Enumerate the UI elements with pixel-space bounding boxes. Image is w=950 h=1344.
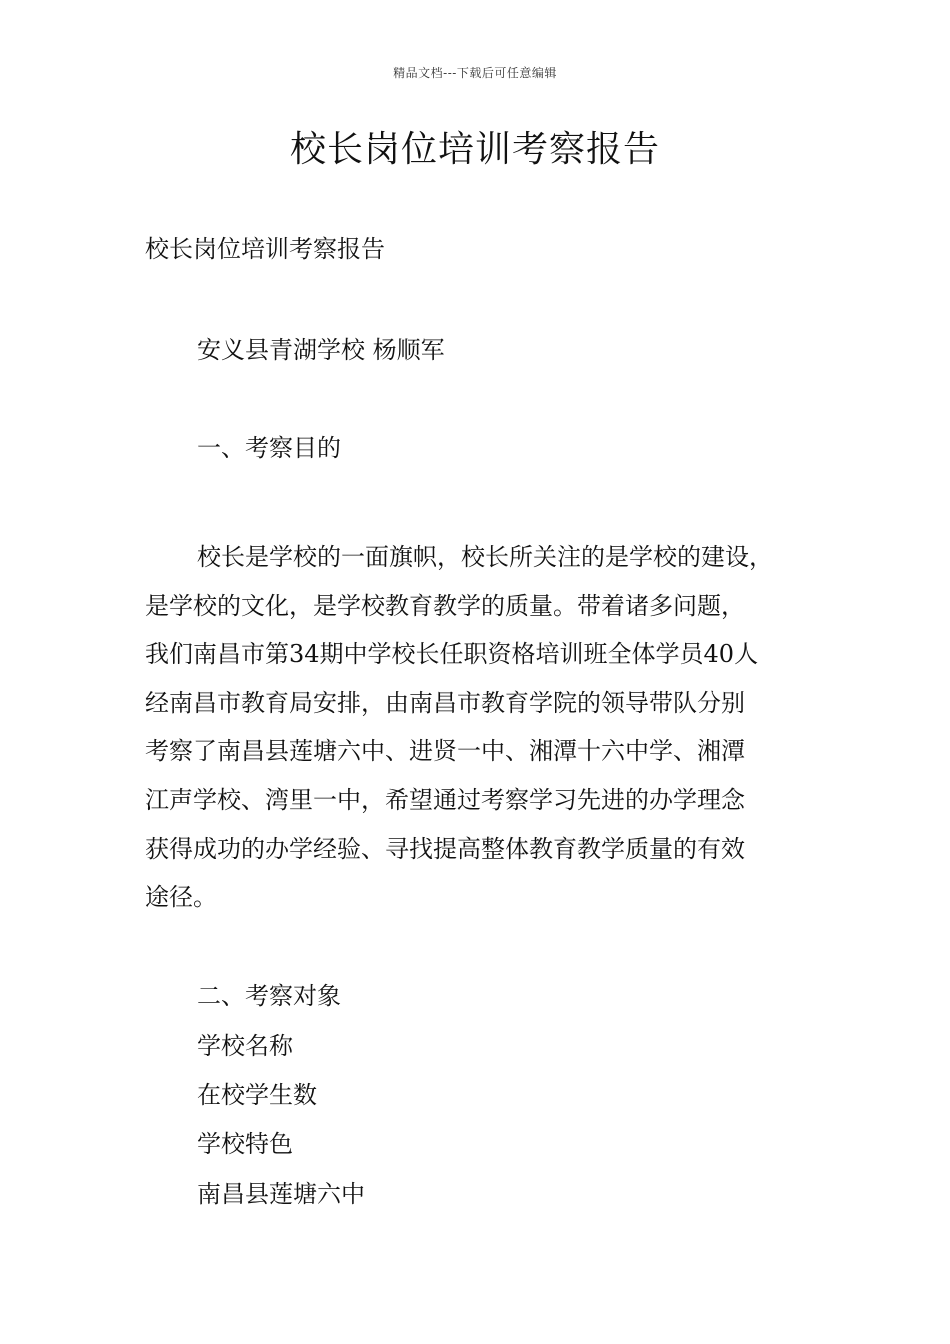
- section2-heading: 二、考察对象: [197, 982, 341, 1010]
- list-item: 南昌县莲塘六中: [197, 1180, 365, 1208]
- paragraph-line: 途径。: [145, 883, 217, 912]
- list-item: 学校特色: [197, 1130, 293, 1158]
- paragraph-line: 是学校的文化，是学校教育教学的质量。带着诸多问题，: [145, 591, 745, 620]
- paragraph-line: 考察了南昌县莲塘六中、进贤一中、湘潭十六中学、湘潭: [145, 737, 745, 766]
- section1-paragraph: [145, 533, 817, 922]
- paragraph-line: 校长是学校的一面旗帜，校长所关注的是学校的建设，: [197, 543, 773, 571]
- document-title: 校长岗位培训考察报告: [289, 129, 660, 170]
- list-item: 学校名称: [197, 1032, 293, 1060]
- paragraph-line: 经南昌市教育局安排，由南昌市教育学院的领导带队分别: [145, 688, 745, 717]
- subtitle: 校长岗位培训考察报告: [145, 235, 385, 263]
- list-item: 在校学生数: [197, 1081, 317, 1109]
- paragraph-line: 江声学校、湾里一中，希望通过考察学习先进的办学理念: [145, 785, 745, 814]
- paragraph-line: 我们南昌市第34期中学校长任职资格培训班全体学员40人: [145, 640, 759, 669]
- section1-heading: 一、考察目的: [197, 434, 341, 462]
- header-note: 精品文档---下载后可任意编辑: [393, 66, 557, 80]
- paragraph-line: 获得成功的办学经验、寻找提高整体教育教学质量的有效: [145, 834, 745, 863]
- author-line: 安义县青湖学校 杨顺军: [197, 336, 445, 364]
